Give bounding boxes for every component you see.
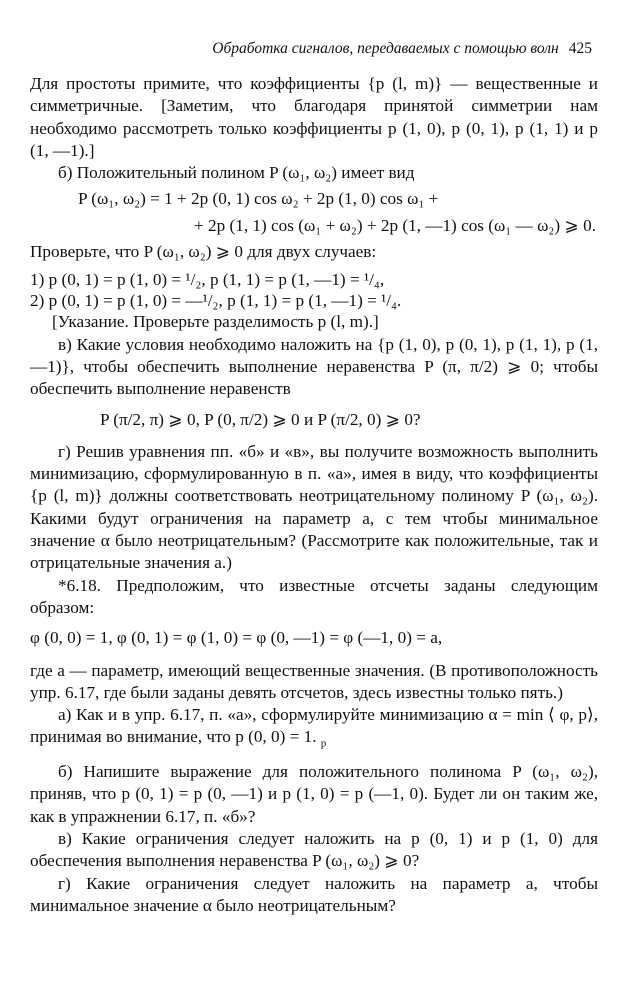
cases-list — [30, 269, 598, 311]
paragraph-a-text: а) Как и в упр. 6.17, п. «а», сформулируйте минимизацию α = min ⟨ φ, p⟩, принимая во внимание, что p (0, 0) = 1. — [30, 705, 598, 747]
equation-inequalities: P (π/2, π) ⩾ 0, P (0, π/2) ⩾ 0 и P (π/2, 0) ⩾ 0? — [100, 409, 421, 429]
exercise-6-18-intro: *6.18. Предположим, что известные отсчеты заданы следующим образом: — [30, 575, 598, 617]
hint-separability: [Указание. Проверьте разделимость p (l, m).] — [52, 312, 379, 332]
paragraph-b-polynomial: б) Положительный полином P (ω₁, ω₂) имеет вид — [58, 163, 415, 183]
paragraph-check-cases: Проверьте, что P (ω₁, ω₂) ⩾ 0 для двух случаев: — [30, 242, 377, 262]
paragraph-assumption: Для простоты примите, что коэффициенты {p (l, m)} — вещественные и симметричные. [Заметим, что благодаря принятой симметрии нам необходимо рассмотреть только коэффициенты p (1, 0), p (0, 1), p (1, 1) и p (1, —1).] — [30, 74, 598, 160]
paragraph-a-minimization — [30, 704, 598, 755]
page-body — [30, 73, 598, 917]
paragraph-g-minimization: г) Решив уравнения пп. «б» и «в», вы получите возможность выполнить минимизацию, сформулированную в п. «а», имея в виду, что коэффициенты {p (l, m)} должны соответствовать неотрицательному полиному P (ω₁, ω₂). Какими будут ограничения на параметр a, с тем чтобы минимальное значение α было неотрицательным? (Рассмотрите как положительные, так и отрицательные значения a.) — [30, 441, 598, 573]
case-2: 2) p (0, 1) = p (1, 0) = —¹/₂, p (1, 1) = p (1, —1) = ¹/₄. — [30, 291, 402, 311]
paragraph-parameter-a: где a — параметр, имеющий вещественные значения. (В противоположность упр. 6.17, где были заданы девять отсчетов, здесь известны только пять.) — [30, 660, 598, 702]
paragraph-v-constraints: в) Какие ограничения следует наложить на p (0, 1) и p (1, 0) для обеспечения выполнения неравенства P (ω₁, ω₂) ⩾ 0? — [30, 829, 598, 871]
page-number: 425 — [568, 40, 592, 57]
equation-samples: φ (0, 0) = 1, φ (0, 1) = φ (1, 0) = φ (0, —1) = φ (—1, 0) = a, — [30, 628, 443, 648]
case-1: 1) p (0, 1) = p (1, 0) = ¹/₂, p (1, 1) = p (1, —1) = ¹/₄, — [30, 270, 385, 290]
paragraph-g-parameter-constraints: г) Какие ограничения следует наложить на параметр a, чтобы минимальное значение α было неотрицательным? — [30, 873, 598, 915]
paragraph-b-positive-polynomial: б) Напишите выражение для положительного полинома P (ω₁, ω₂), приняв, что p (0, 1) = p (0, —1) и p (1, 0) = p (—1, 0). Будет ли он таким же, как в упражнении 6.17, п. «б»? — [30, 762, 598, 826]
equation-polynomial-line2: + 2p (1, 1) cos (ω₁ + ω₂) + 2p (1, —1) cos (ω₁ — ω₂) ⩾ 0. — [194, 215, 596, 235]
running-header-title: Обработка сигналов, передаваемых с помощью волн — [212, 40, 559, 57]
min-subscript: p — [320, 737, 327, 750]
running-header — [190, 38, 592, 60]
paragraph-v-conditions: в) Какие условия необходимо наложить на {p (1, 0), p (0, 1), p (1, 1), p (1, —1)}, чтобы обеспечить выполнение неравенства P (π, π/2) ⩾ 0; чтобы обеспечить выполнение неравенств — [30, 334, 598, 399]
equation-polynomial-line1: P (ω₁, ω₂) = 1 + 2p (0, 1) cos ω₂ + 2p (1, 0) cos ω₁ + — [78, 189, 439, 209]
